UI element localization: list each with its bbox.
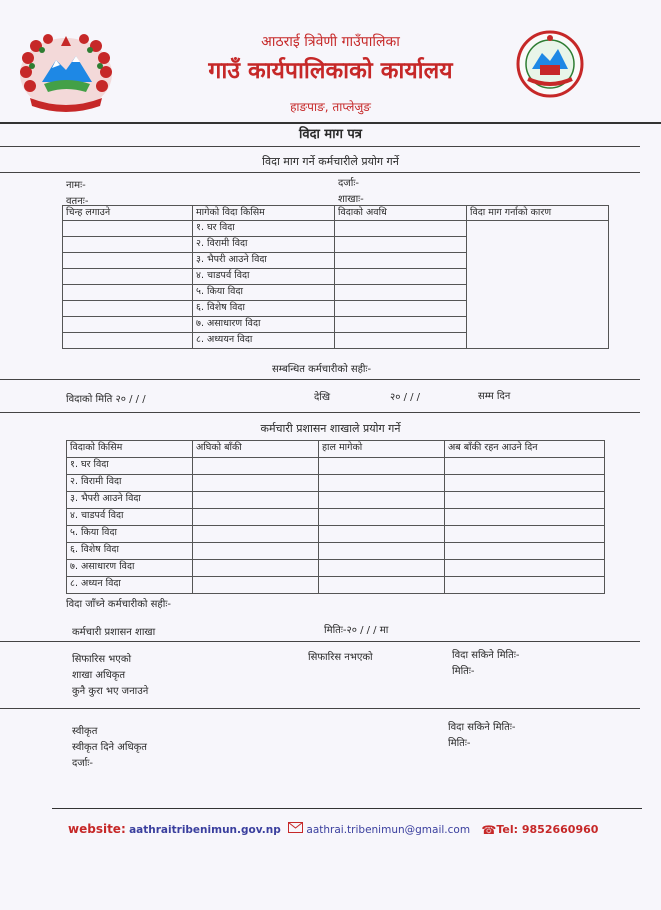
remaining-days-cell[interactable]: [445, 560, 605, 577]
footer-rule: [52, 808, 642, 809]
leave-reason-cell[interactable]: [467, 221, 609, 349]
days-label: सम्म दिन: [478, 391, 511, 402]
section1-title: विदा माग गर्ने कर्मचारीले प्रयोग गर्ने: [262, 155, 399, 168]
section4-top-rule: [0, 708, 640, 709]
leave-duration-cell[interactable]: [335, 221, 467, 237]
leave-type-cell: ७. असाधारण विदा: [193, 317, 335, 333]
section2-top-rule: [0, 412, 640, 413]
branch-officer-label: शाखा अधिकृत: [72, 670, 126, 681]
previous-balance-cell[interactable]: [193, 458, 319, 475]
section3-top-rule: [0, 641, 640, 642]
approved-label: स्वीकृत: [72, 726, 98, 737]
leave-type-cell: ६. विशेष विदा: [193, 301, 335, 317]
office-title: गाउँ कार्यपालिकाको कार्यालय: [208, 58, 453, 84]
table-header: विदाको किसिम: [67, 441, 193, 458]
municipality-name: आठराई त्रिवेणी गाउँपालिका: [261, 34, 400, 50]
remaining-days-cell[interactable]: [445, 492, 605, 509]
website-label: website:: [68, 822, 126, 836]
leave-duration-cell[interactable]: [335, 237, 467, 253]
checkmark-cell[interactable]: [63, 301, 193, 317]
leave-type-cell: ३. भैपरी आउने विदा: [193, 253, 335, 269]
leave-type-cell: ८. अध्ययन विदा: [193, 333, 335, 349]
related-employee-signature: सम्बन्धित कर्मचारीको सहीः-: [272, 364, 372, 375]
leave-request-table: [62, 205, 609, 349]
date-label: मितिः-: [452, 666, 475, 677]
previous-balance-cell[interactable]: [193, 509, 319, 526]
section1-rule: [0, 172, 640, 173]
admin-branch-label: कर्मचारी प्रशासन शाखा: [72, 627, 156, 638]
branch-label: शाखाः-: [338, 194, 364, 205]
approver-rank-label: दर्जाः-: [72, 758, 93, 769]
remaining-days-cell[interactable]: [445, 543, 605, 560]
leave-type-cell: २. विरामी विदा: [193, 237, 335, 253]
leave-type-cell: ७. असाधारण विदा: [67, 560, 193, 577]
title-rule: [0, 146, 640, 147]
requested-cell[interactable]: [319, 577, 445, 594]
table-header: मागेको विदा किसिम: [193, 206, 335, 221]
requested-cell[interactable]: [319, 509, 445, 526]
previous-balance-cell[interactable]: [193, 526, 319, 543]
leave-duration-cell[interactable]: [335, 333, 467, 349]
requested-cell[interactable]: [319, 458, 445, 475]
leave-date-to: २० / / /: [390, 392, 421, 403]
approving-officer-label: स्वीकृत दिने अधिकृत: [72, 742, 147, 753]
leave-duration-cell[interactable]: [335, 269, 467, 285]
previous-balance-cell[interactable]: [193, 560, 319, 577]
phone-number: Tel: 9852660960: [496, 823, 599, 836]
leave-duration-cell[interactable]: [335, 317, 467, 333]
section1-end-rule: [0, 379, 640, 380]
footer-contacts: [68, 821, 598, 839]
checkmark-cell[interactable]: [63, 269, 193, 285]
leave-type-cell: ६. विशेष विदा: [67, 543, 193, 560]
requested-cell[interactable]: [319, 475, 445, 492]
leave-type-cell: ५. किया विदा: [67, 526, 193, 543]
table-header: हाल मागेको: [319, 441, 445, 458]
requested-cell[interactable]: [319, 543, 445, 560]
leave-type-cell: २. विरामी विदा: [67, 475, 193, 492]
leave-type-cell: १. घर विदा: [67, 458, 193, 475]
email-link[interactable]: aathrai.tribenimun@gmail.com: [306, 824, 471, 836]
approval-date-label: मितिः-: [448, 738, 471, 749]
remaining-days-cell[interactable]: [445, 458, 605, 475]
requested-cell[interactable]: [319, 492, 445, 509]
previous-balance-cell[interactable]: [193, 577, 319, 594]
form-title: विदा माग पत्र: [299, 127, 362, 142]
previous-balance-cell[interactable]: [193, 543, 319, 560]
leave-end-date-label: विदा सकिने मितिः-: [452, 650, 520, 661]
recommended-label: सिफारिस भएको: [72, 654, 132, 665]
table-header: चिन्ह लगाउने: [63, 206, 193, 221]
admin-date: मितिः-२० / / / मा: [324, 625, 389, 636]
leave-type-cell: ४. चाडपर्व विदा: [67, 509, 193, 526]
website-link[interactable]: aathraitribenimun.gov.np: [129, 824, 281, 836]
office-address: हाङपाङ, ताप्लेजुङ: [290, 100, 371, 114]
approval-leave-end-date-label: विदा सकिने मितिः-: [448, 722, 516, 733]
section2-title: कर्मचारी प्रशासन शाखाले प्रयोग गर्ने: [260, 422, 401, 435]
leave-duration-cell[interactable]: [335, 285, 467, 301]
checkmark-cell[interactable]: [63, 237, 193, 253]
previous-balance-cell[interactable]: [193, 475, 319, 492]
municipality-seal: [516, 29, 584, 99]
checkmark-cell[interactable]: [63, 253, 193, 269]
checkmark-cell[interactable]: [63, 333, 193, 349]
requested-cell[interactable]: [319, 526, 445, 543]
admin-leave-table: [66, 440, 605, 594]
not-recommended-label: सिफारिस नभएको: [308, 652, 373, 663]
leave-type-cell: ४. चाडपर्व विदा: [193, 269, 335, 285]
remaining-days-cell[interactable]: [445, 509, 605, 526]
leave-type-cell: ५. किया विदा: [193, 285, 335, 301]
checkmark-cell[interactable]: [63, 317, 193, 333]
requested-cell[interactable]: [319, 560, 445, 577]
other-notes-label: कुनै कुरा भए जनाउने: [72, 686, 149, 697]
leave-type-cell: ८. अध्यन विदा: [67, 577, 193, 594]
envelope-icon: [288, 822, 303, 838]
remaining-days-cell[interactable]: [445, 475, 605, 492]
header-rule: [0, 122, 661, 124]
checkmark-cell[interactable]: [63, 285, 193, 301]
phone-icon: ☎: [481, 823, 497, 837]
leave-duration-cell[interactable]: [335, 253, 467, 269]
table-header: अघिको बाँकी: [193, 441, 319, 458]
leave-type-cell: ३. भैपरी आउने विदा: [67, 492, 193, 509]
checkmark-cell[interactable]: [63, 221, 193, 237]
table-header: विदाको अवधि: [335, 206, 467, 221]
leave-duration-cell[interactable]: [335, 301, 467, 317]
leave-date-from: विदाको मिति २० / / /: [66, 394, 146, 405]
from-word: देखि: [314, 392, 331, 403]
table-header: अब बाँकी रहन आउने दिन: [445, 441, 605, 458]
leave-checker-signature: विदा जाँच्ने कर्मचारीको सहीः-: [66, 599, 171, 610]
table-header: विदा माग गर्नाको कारण: [467, 206, 609, 221]
remaining-days-cell[interactable]: [445, 526, 605, 543]
remaining-days-cell[interactable]: [445, 577, 605, 594]
rank-label: दर्जाः-: [338, 178, 359, 189]
previous-balance-cell[interactable]: [193, 492, 319, 509]
leave-type-cell: १. घर विदा: [193, 221, 335, 237]
name-label: नामः-: [66, 180, 86, 191]
address-label: वतनः-: [66, 196, 89, 207]
